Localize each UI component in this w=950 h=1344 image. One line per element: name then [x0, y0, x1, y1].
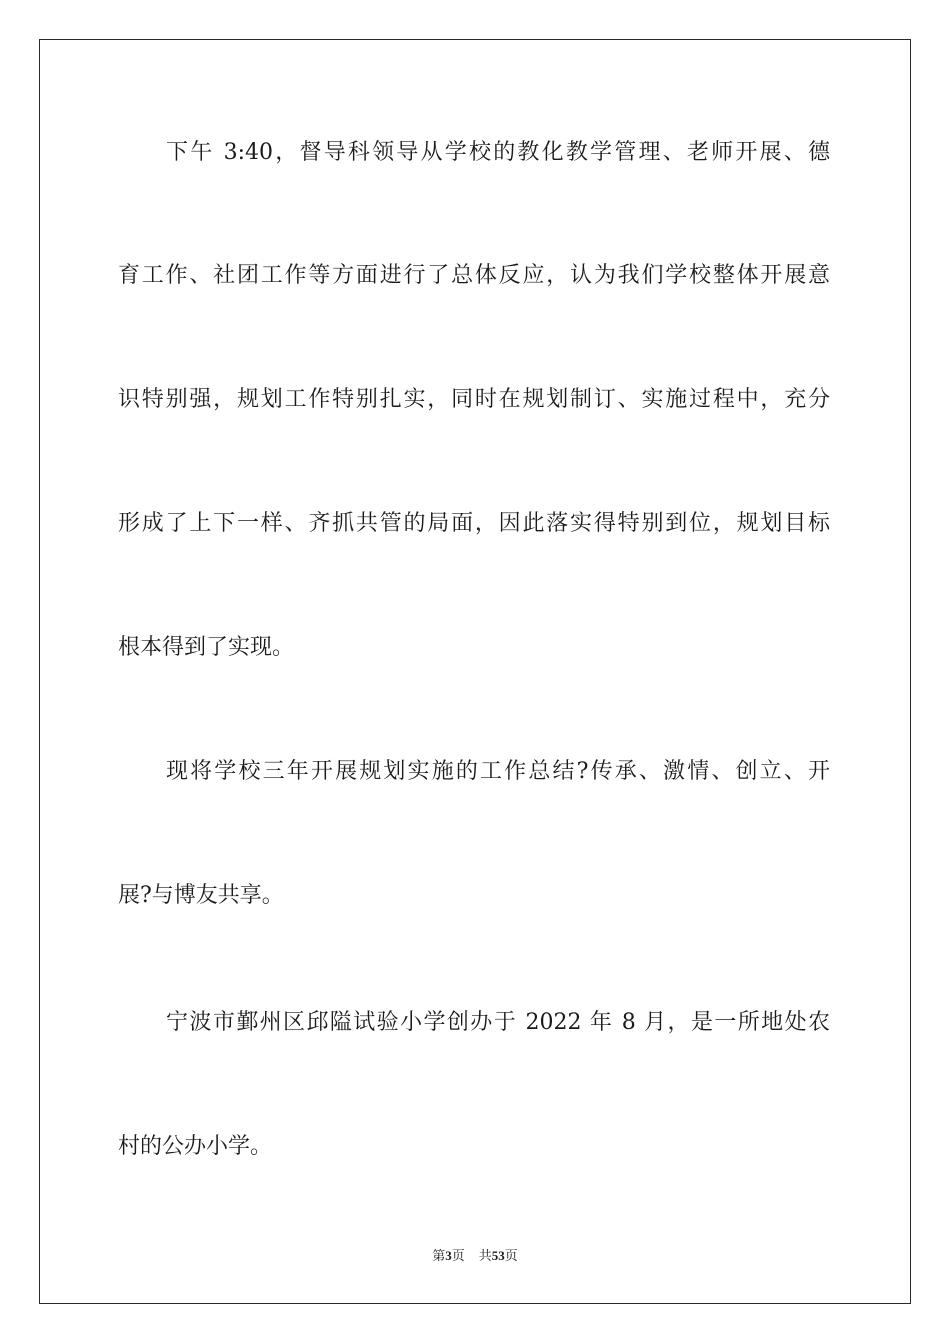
text-line: 育工作、社团工作等方面进行了总体反应，认为我们学校整体开展意	[118, 263, 830, 288]
text-line: 宁波市鄞州区邱隘试验小学创办于 2022 年 8 月，是一所地处农	[166, 1010, 830, 1035]
page-label-prefix: 第	[432, 1248, 446, 1263]
text-line: 识特别强，规划工作特别扎实，同时在规划制订、实施过程中，充分	[118, 387, 830, 412]
text-line: 下午 3:40，督导科领导从学校的教化教学管理、老师开展、德	[166, 140, 830, 165]
page-footer	[0, 1248, 950, 1264]
text-line: 形成了上下一样、齐抓共管的局面，因此落实得特别到位，规划目标	[118, 511, 830, 536]
text-line: 根本得到了实现。	[118, 635, 295, 660]
text-line: 村的公办小学。	[118, 1134, 273, 1159]
page-number: 3	[445, 1248, 452, 1263]
page-border	[39, 39, 911, 1304]
page-label-suffix: 页	[451, 1248, 465, 1263]
text-line: 现将学校三年开展规划实施的工作总结?传承、激情、创立、开	[166, 759, 830, 784]
text-line: 展?与博友共享。	[118, 883, 284, 908]
total-label-prefix: 共	[478, 1248, 492, 1263]
total-label-suffix: 页	[504, 1248, 518, 1263]
total-pages: 53	[491, 1248, 505, 1263]
